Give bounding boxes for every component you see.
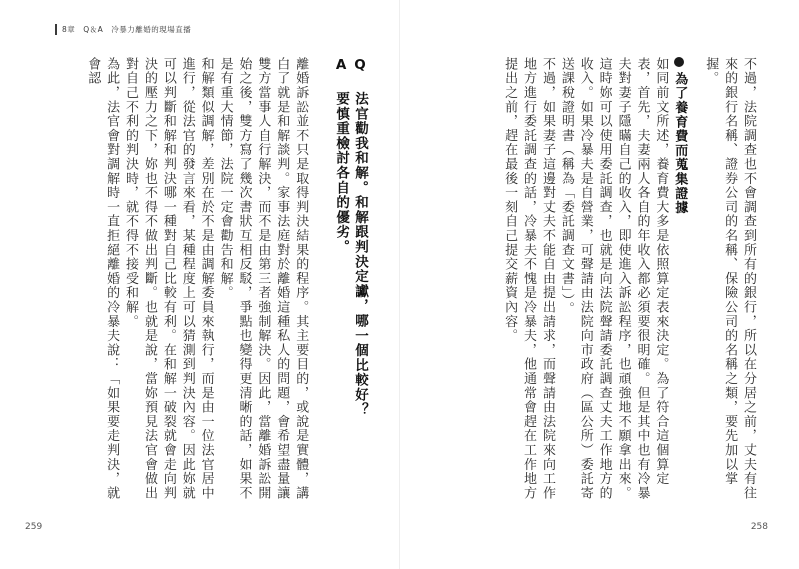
running-head-mark: [55, 24, 57, 35]
right-page: [400, 0, 799, 569]
section-spacer: [688, 57, 700, 503]
left-page-body: [14, 57, 369, 503]
body-paragraph: 和解類似調解，差別在於不是由調解委員來執行，而是由一位法官居中進行，從法官的發言來看，某種程度上可以猜測到判決內容。因此妳就可以判斷和解和判決哪一種對自己比較有利。在和解一破裂就會走向判決的壓力之下，妳也不得不做出判斷。也就是說，當妳預見法官會做出對自己不利的判決時，就不得不接受和解。: [123, 57, 214, 501]
body-paragraph: 不過，法院調查也不會調查到所有的銀行，所以在分居之前，丈夫有往來的銀行名稱、證券公司的名稱、保險公司的名稱之類，要先加以掌握。: [703, 57, 756, 501]
body-paragraph: 為此，法官會對調解時一直拒絕離婚的冷暴夫說：「如果要走判決，就會認: [85, 57, 120, 501]
right-page-body: [427, 57, 757, 503]
heading-spacer: [309, 57, 331, 503]
page-number-left: 259: [25, 522, 43, 532]
body-paragraph: 不過，如果妻子這邊對丈夫不能自由提出請求，而聲請由法院來向工作地方進行委託調查的話，冷暴夫不愧是冷暴夫，他通常會趕在工作地方提出之前，趕在最後一刻自己提交薪資內容。: [502, 57, 555, 501]
question-heading: Q 法官勸我和解。和解跟判決定讞，哪一個比較好？: [352, 57, 368, 418]
body-paragraph: 這時妳可以使用委託調查，也就是向法院聲請委託調查丈夫工作地方的收入。如果冷暴夫是自營業，可聲請由法院向市政府（區公所）委託寄送課稅證明書（稱為「委託調查文書」）。: [558, 57, 612, 501]
body-paragraph: 離婚訴訟並不只是取得判決結果的程序。其主要目的，或說是實體，講白了就是和解談判。家事法庭對於離婚這種私人的問題，會希望盡量讓雙方當事人自行解決，而不是由第三者強制解決。因此，當離婚訴訟開始之後，雙方寫了幾次書狀互相反駁，爭點也變得更清晰的話，如果不是有重大情節，法院一定會勸告和解。: [217, 57, 309, 501]
running-head: [55, 23, 191, 36]
section-heading-text: 為了養育費而蒐集證據: [672, 72, 688, 215]
running-head-text: 8章 Q＆A 冷暴力離婚的現場直播: [62, 25, 192, 34]
answer-heading: A 要慎重檢討各自的優劣。: [333, 57, 350, 255]
body-paragraph: 如同前文所述，養育費大多是依照算定表來決定。為了符合這個算定表，首先，夫妻兩人各自的年收入都必須要很明確。但是其中也有冷暴夫對妻子隱瞞自己的收入，即使進入訴訟程序，也頑強地不願拿出來。: [615, 57, 669, 501]
page-number-right: 258: [750, 522, 768, 532]
bullet-dot-icon: [674, 57, 684, 67]
left-page: [0, 0, 399, 569]
section-heading: [669, 57, 688, 503]
